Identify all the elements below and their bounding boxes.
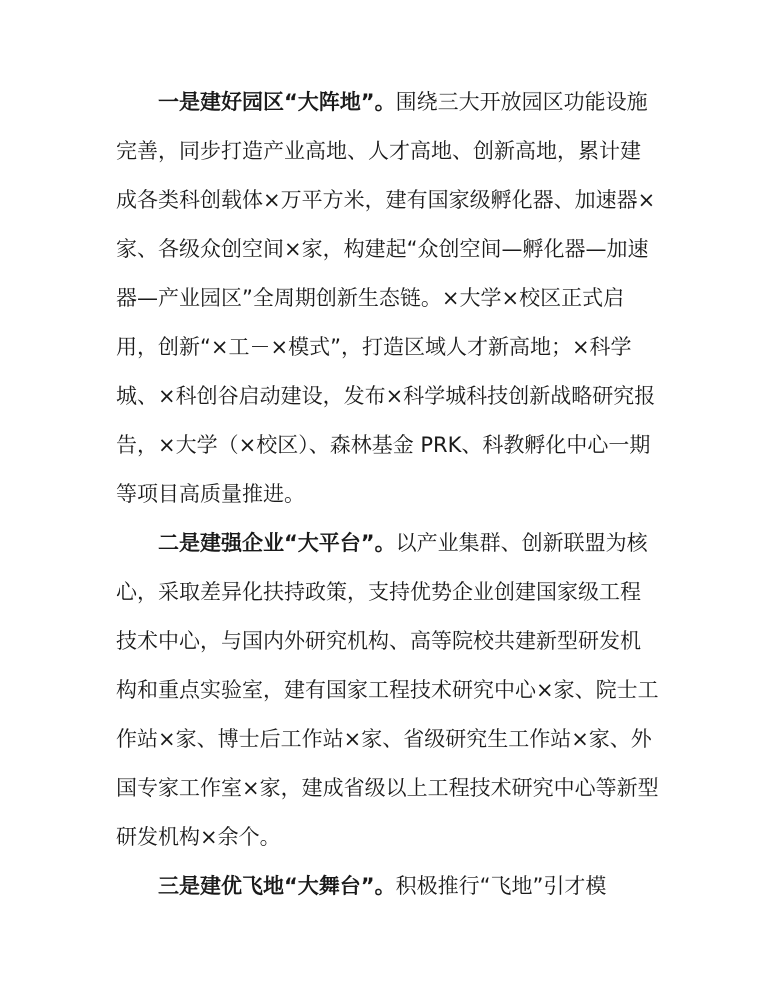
paragraph-1-line-1 (158, 88, 648, 116)
paragraph-2-line-2: 心，采取差异化扶持政策，支持优势企业创建国家级工程 (116, 580, 641, 604)
paragraph-2-text: 以产业集群、创新联盟为核 (395, 531, 648, 555)
paragraph-1-text: 围绕三大开放园区功能设施 (395, 90, 648, 114)
paragraph-1-line-4: 家、各级众创空间×家，构建起“众创空间—孵化器—加速 (116, 237, 649, 261)
paragraph-2-line-5: 作站×家、博士后工作站×家、省级研究生工作站×家、外 (116, 727, 652, 751)
paragraph-3-text: 积极推行“飞地”引才模 (395, 874, 607, 898)
paragraph-2-heading: 二是建强企业“大平台”。 (158, 531, 396, 555)
paragraph-1-line-9: 等项目高质量推进。 (116, 482, 305, 506)
paragraph-3-line-1 (158, 872, 606, 900)
paragraph-2-line-6: 国专家工作室×家，建成省级以上工程技术研究中心等新型 (116, 776, 659, 800)
paragraph-2-line-7: 研发机构×余个。 (116, 825, 281, 849)
paragraph-1-line-2: 完善，同步打造产业高地、人才高地、创新高地，累计建 (116, 139, 641, 163)
paragraph-2-line-3: 技术中心，与国内外研究机构、高等院校共建新型研发机 (116, 629, 641, 653)
paragraph-1-line-5: 器—产业园区”全周期创新生态链。×大学×校区正式启 (116, 286, 625, 310)
paragraph-2-line-1 (158, 529, 648, 557)
paragraph-1-line-7: 城、×科创谷启动建设，发布×科学城科技创新战略研究报 (116, 384, 656, 408)
paragraph-1-line-8: 告，×大学（×校区）、森林基金 PRK、科教孵化中心一期 (116, 433, 651, 457)
paragraph-2-line-4: 构和重点实验室，建有国家工程技术研究中心×家、院士工 (116, 678, 659, 702)
paragraph-1-heading: 一是建好园区“大阵地”。 (158, 90, 396, 114)
paragraph-3-heading: 三是建优飞地“大舞台”。 (158, 874, 396, 898)
paragraph-1-line-3: 成各类科创载体×万平方米，建有国家级孵化器、加速器× (116, 188, 656, 212)
paragraph-1-line-6: 用，创新“×工－×模式”，打造区域人才新高地；×科学 (116, 335, 632, 359)
